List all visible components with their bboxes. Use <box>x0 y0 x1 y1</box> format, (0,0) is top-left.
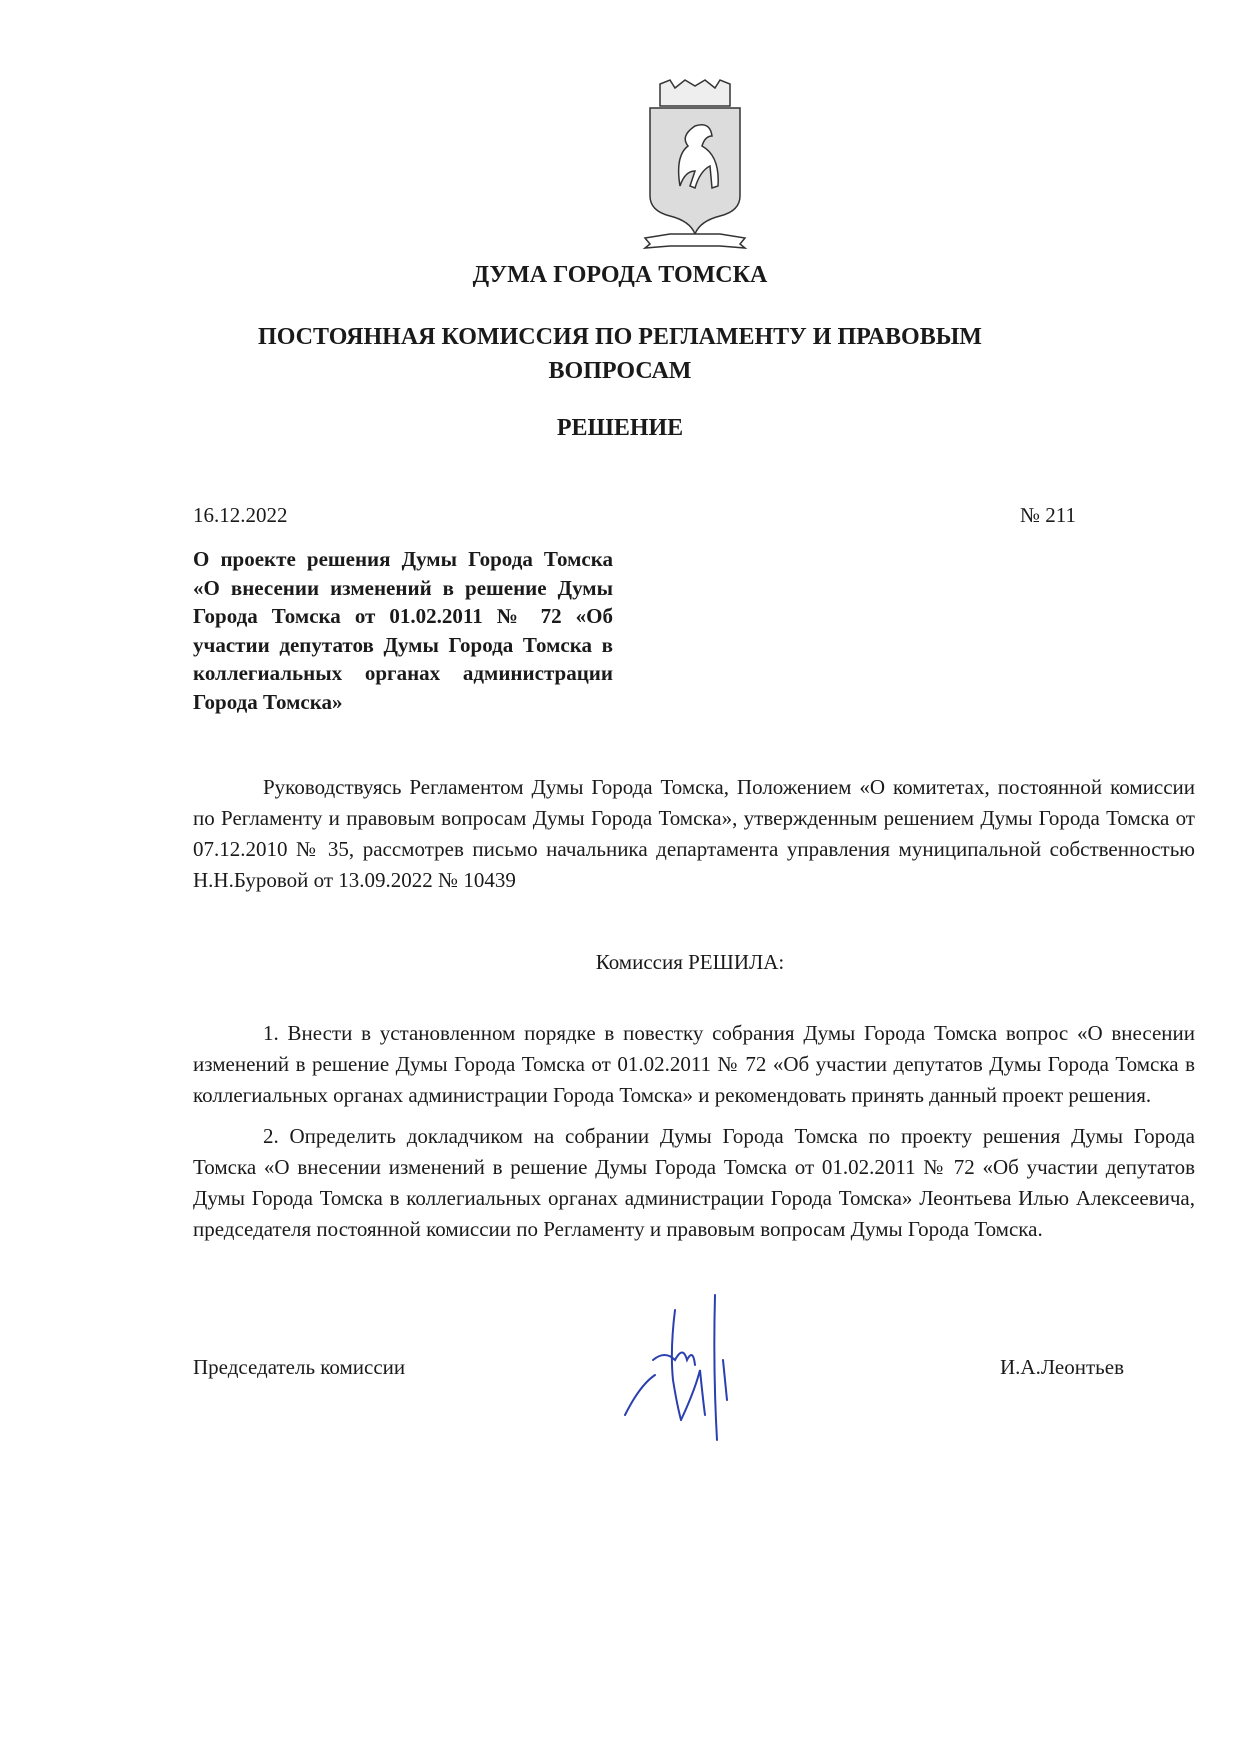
coat-of-arms-emblem <box>640 76 750 251</box>
document-date: 16.12.2022 <box>193 503 288 527</box>
signatory-name: И.А.Леонтьев <box>1000 1355 1124 1379</box>
decided-heading: Комиссия РЕШИЛА: <box>595 950 785 974</box>
document-number: № 211 <box>1020 503 1077 527</box>
preamble-text: Руководствуясь Регламентом Думы Города Томска, Положением «О комитетах, постоянной комиссии по Регламенту и правовым вопросам Думы Города Томска», утвержденным решением Думы Города Томска от 07.12.2010 № 35, рассмотрев письмо начальника департамента управления муниципальной собственностью Н.Н.Буровой от 13.09.2022 № 10439 <box>193 775 1195 892</box>
handwritten-signature <box>615 1290 775 1450</box>
decision-item: 1. Внести в установленном порядке в повестку собрания Думы Города Томска вопрос «О внесении изменений в решение Думы Города Томска от 01.02.2011 № 72 «Об участии депутатов Думы Города Томска в коллегиальных органах администрации Города Томска» и рекомендовать принять данный проект решения. <box>193 1021 1195 1107</box>
signatory-role: Председатель комиссии <box>193 1355 406 1379</box>
decision-items <box>193 1018 1195 1245</box>
document-type: РЕШЕНИЕ <box>556 415 684 441</box>
preamble <box>193 772 1195 896</box>
duma-title: ДУМА ГОРОДА ТОМСКА <box>472 262 768 288</box>
commission-title: ПОСТОЯННАЯ КОМИССИЯ ПО РЕГЛАМЕНТУ И ПРАВОВЫМ ВОПРОСАМ <box>258 324 982 384</box>
document-subject: О проекте решения Думы Города Томска «О внесении изменений в решение Думы Города Томска от 01.02.2011 № 72 «Об участии депутатов Думы Города Томска в коллегиальных органах администрации Города Томска» <box>193 547 613 714</box>
decision-item: 2. Определить докладчиком на собрании Думы Города Томска по проекту решения Думы Города Томска «О внесении изменений в решение Думы Города Томска от 01.02.2011 № 72 «Об участии депутатов Думы Города Томска в коллегиальных органах администрации Города Томска» Леонтьева Илью Алексеевича, председателя постоянной комиссии по Регламенту и правовым вопросам Думы Города Томска. <box>193 1124 1195 1241</box>
